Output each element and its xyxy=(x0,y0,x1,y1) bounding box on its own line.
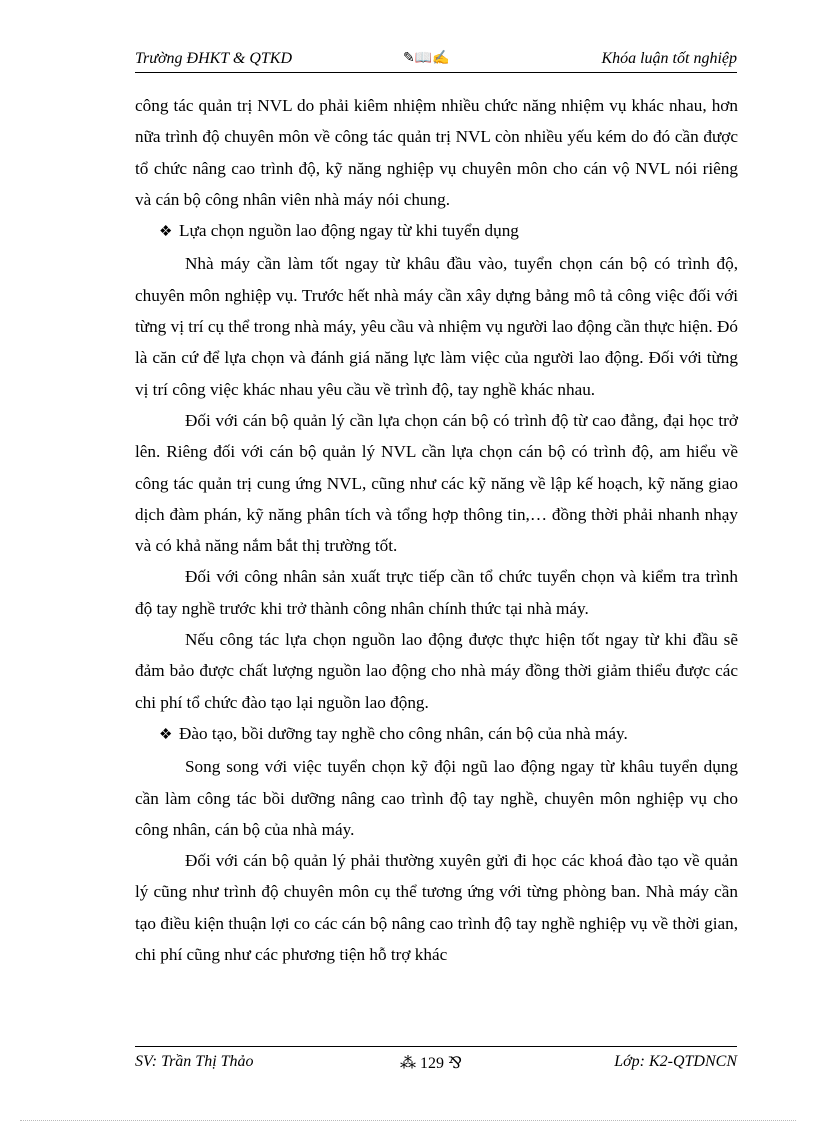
paragraph-5: Nếu công tác lựa chọn nguồn lao động được thực hiện tốt ngay từ khi đầu sẽ đảm bảo được chất lượng nguồn lao động cho nhà máy đồng thời giảm thiểu được các chi phí tổ chức đào tạo lại nguồn lao động. xyxy=(135,630,738,712)
header-school: Trường ĐHKT & QTKD xyxy=(135,50,293,67)
paragraph-4: Đối với công nhân sản xuất trực tiếp cần tổ chức tuyển chọn và kiểm tra trình độ tay nghề trước khi trở thành công nhân chính thức tại nhà máy. xyxy=(135,567,738,618)
diamond-bullet-icon: ❖ xyxy=(159,726,173,743)
paragraph-2: Nhà máy cần làm tốt ngay từ khâu đầu vào, tuyển chọn cán bộ có trình độ, chuyên môn nghiệp vụ. Trước hết nhà máy cần xây dựng bảng mô tả công việc đối với từng vị trí cụ thể trong nhà máy, yêu cầu và nhiệm vụ người lao động cần thực hiện. Đó là căn cứ để lựa chọn và đánh giá năng lực làm việc của người lao động. Đối với từng vị trí công việc khác nhau yêu cầu về trình độ, tay nghề khác nhau. xyxy=(135,254,738,399)
page-footer xyxy=(135,1046,737,1073)
bullet-heading-1-text: Lựa chọn nguồn lao động ngay từ khi tuyển dụng xyxy=(179,221,519,241)
paragraph-3: Đối với cán bộ quản lý cần lựa chọn cán bộ có trình độ từ cao đẳng, đại học trở lên. Riêng đối với cán bộ quản lý NVL cần lựa chọn cán bộ có trình độ, am hiểu về công tác quản trị cung ứng NVL, cũng như các kỹ năng về lập kế hoạch, kỹ năng giao dịch đàm phán, kỹ năng phân tích và tổng hợp thông tin,… đồng thời phải nhanh nhạy và có khả năng nắm bắt thị trường tốt. xyxy=(135,410,738,556)
bullet-heading-1 xyxy=(135,215,738,248)
paragraph-1: công tác quản trị NVL do phải kiêm nhiệm nhiều chức năng nhiệm vụ khác nhau, hơn nữa trình độ chuyên môn về công tác quản trị NVL còn nhiều yếu kém do đó cần được tổ chức nâng cao trình độ, kỹ năng nghiệp vụ chuyên môn cho cán vộ NVL nói riêng và cán bộ công nhân viên nhà máy nói chung. xyxy=(135,96,738,209)
footer-page-number: ⁂ 129 ⅋ xyxy=(400,1055,463,1072)
page-header xyxy=(135,48,737,73)
bullet-heading-2 xyxy=(135,718,738,751)
header-ornament-icon: ✎📖✍ xyxy=(403,51,450,66)
page-body xyxy=(135,90,738,970)
footer-student: SV: Trần Thị Thảo xyxy=(135,1053,254,1070)
bullet-heading-2-text: Đào tạo, bồi dưỡng tay nghề cho công nhân, cán bộ của nhà máy. xyxy=(179,723,628,743)
footer-class: Lớp: K2-QTDNCN xyxy=(614,1053,737,1070)
paragraph-7: Đối với cán bộ quản lý phải thường xuyên gửi đi học các khoá đào tạo về quản lý cũng như trình độ chuyên môn cụ thể tương ứng với từng phòng ban. Nhà máy cần tạo điều kiện thuận lợi co các cán bộ nâng cao trình độ tay nghề nghiệp vụ về thời gian, chi phí cũng như các phương tiện hỗ trợ khác xyxy=(135,851,738,965)
header-doc-type: Khóa luận tốt nghiệp xyxy=(601,50,737,67)
paragraph-6: Song song với việc tuyển chọn kỹ đội ngũ lao động ngay từ khâu tuyển dụng cần làm công tác bồi dưỡng nâng cao trình độ tay nghề, chuyên môn nghiệp vụ cho công nhân, cán bộ của nhà máy. xyxy=(135,757,738,839)
diamond-bullet-icon: ❖ xyxy=(159,224,173,241)
page-bottom-divider xyxy=(20,1120,796,1121)
